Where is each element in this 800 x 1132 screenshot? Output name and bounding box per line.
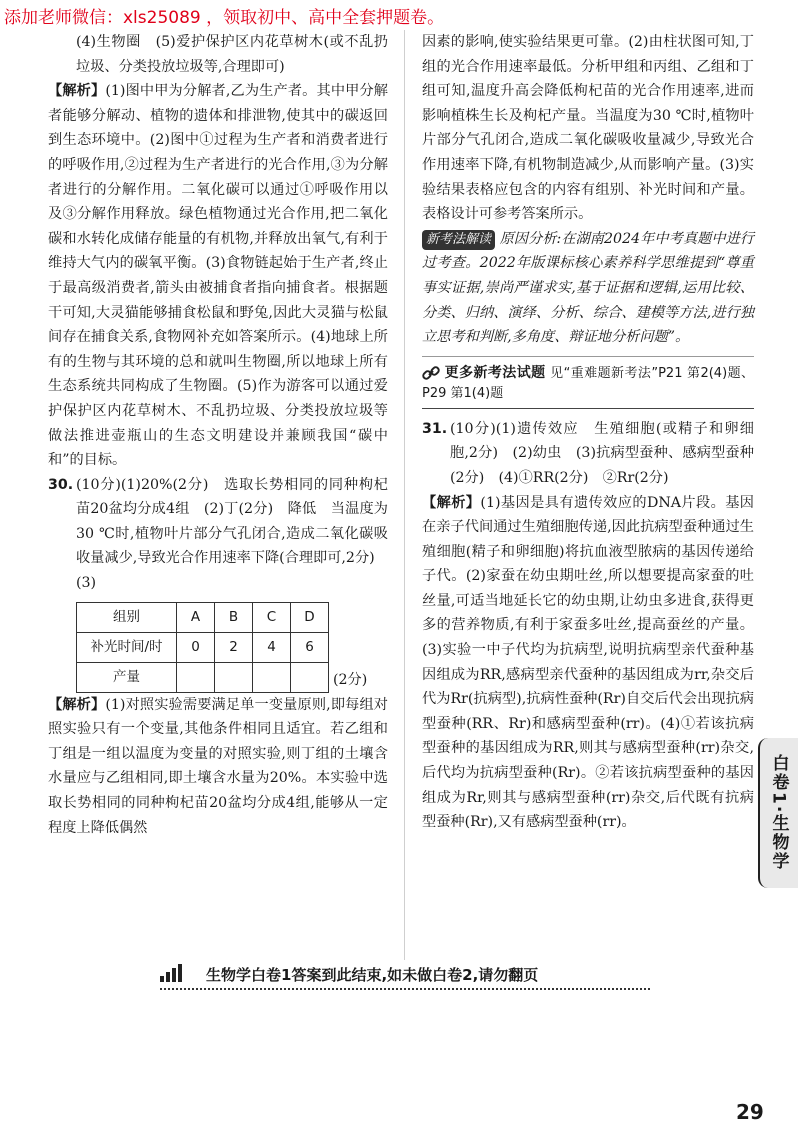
q29-answer-continued: (4)生物圈 (5)爱护保护区内花草树木(或不乱扔垃圾、分类投放垃圾等,合理即可) — [76, 34, 388, 75]
bars-icon — [160, 962, 190, 982]
table-row — [77, 632, 329, 662]
q31-answer: (10分)(1)遗传效应 生殖细胞(或精子和卵细胞,2分) (2)幼虫 (3)抗病型蚕种、感病型蚕种(2分) (4)①RR(2分) ②Rr(2分) — [450, 420, 754, 486]
q29-analysis — [48, 79, 388, 473]
section-side-tab: 白卷1·生物学 — [758, 738, 798, 888]
table-cell: 组别 — [77, 602, 177, 632]
q30-analysis-text: (1)对照实验需要满足单一变量原则,即每组对照实验只有一个变量,其他条件相同且适宜。若乙组和丁组是一组以温度为变量的对照实验,则丁组的土壤含水量应与乙组相同,即土壤含水量为20%。本实验中选取长势相同的同种枸杞苗20盆均分成4组,能够从一定程度上降低偶然 — [48, 696, 388, 836]
table-cell: 6 — [291, 632, 329, 662]
answer-table-wrap — [76, 596, 388, 693]
analysis-label: 【解析】 — [48, 696, 106, 713]
table-cell: 产量 — [77, 662, 177, 692]
table-cell — [291, 662, 329, 692]
table-cell — [215, 662, 253, 692]
table-score: (2分) — [333, 672, 368, 689]
right-column — [422, 30, 754, 835]
end-notice-text: 生物学白卷1答案到此结束,如未做白卷2,请勿翻页 — [206, 966, 539, 984]
explain-text: 原因分析:在湖南2024年中考真题中进行过考查。2022年版课标核心素养科学思维提到“尊重事实证据,崇尚严谨求实,基于证据和逻辑,运用比较、分类、归纳、演绎、分析、综合、建模等方法,进行独立思考和判断,多角度、辩证地分析问题”。 — [422, 230, 754, 346]
q29-analysis-text: (1)图中甲为分解者,乙为生产者。其中甲分解者能够分解动、植物的遗体和排泄物,使其中的碳返回到生态环境中。(2)图中①过程为生产者和消费者进行的呼吸作用,②过程为生产者进行的光合作用,③为分解者进行的分解作用。二氧化碳可以通过①呼吸作用以及③分解作用释放。绿色植物通过光合作用,把二氧化碳和水转化成储存能量的有机物,并释放出氧气,有利于维持大气内的碳氧平衡。(3)食物链起始于生产者,终止于最高级消费者,箭头由被捕食者指向捕食者。根据题干可知,大灵猫能够捕食松鼠和野兔,因此大灵猫与松鼠间存在捕食关系,食物网补充如答案所示。(4)地球上所有的生物与其环境的总和就叫生物圈,所以地球上所有生态系统共同构成了生物圈。(5)作为游客可以通过爱护保护区内花草树木、不乱扔垃圾、分类投放垃圾等做法推进壶瓶山的生态文明建设并兼顾我国“碳中和”的目标。 — [48, 83, 388, 469]
table-cell: D — [291, 602, 329, 632]
left-column — [48, 30, 388, 840]
q30-number: 30. — [48, 476, 74, 493]
q30-analysis-continued: 因素的影响,使实验结果更可靠。(2)由柱状图可知,丁组的光合作用速率最低。分析甲组和丙组、乙组和丁组可知,温度升高会降低枸杞苗的光合作用速率,进而影响植株生长及枸杞产量。当温度为30 ℃时,植物叶片部分气孔闭合,造成二氧化碳吸收量减少,导致光合作用速率下降,有机物制造减少,从而影响产量。(3)实验结果表格应包含的内容有组别、补光时间和产量。表格设计可参考答案所示。 — [422, 34, 754, 223]
table-row — [77, 662, 329, 692]
q31-analysis — [422, 491, 754, 835]
q30-analysis — [48, 693, 388, 841]
q31-analysis-text: (1)基因是具有遗传效应的DNA片段。基因在亲子代间通过生殖细胞传递,因此抗病型蚕种通过生殖细胞(精子和卵细胞)将抗血液型脓病的基因传递给子代。(2)家蚕在幼虫期吐丝,所以想要提高家蚕的吐丝量,可适当地延长它的幼虫期,让幼虫多进食,获得更多的营养物质,有利于家蚕多吐丝,提高蚕丝的产量。(3)实验一中子代均为抗病型,说明抗病型亲代蚕种基因组成为RR,感病型亲代蚕种的基因组成为rr,杂交后代为Rr(抗病型),抗病性蚕种(Rr)自交后代会出现抗病型蚕种(RR、Rr)和感病型蚕种(rr)。(4)①若该抗病型蚕种的基因组成为RR,则其与感病型蚕种(rr)杂交,后代均为抗病型蚕种(Rr)。②若该抗病型蚕种的基因组成为Rr,则其与感病型蚕种(rr)杂交,后代既有抗病型蚕种(Rr),又有感病型蚕种(rr)。 — [422, 494, 754, 831]
q30-answer: (10分)(1)20%(2分) 选取长势相同的同种枸杞苗20盆均分成4组 (2)丁(2分) 降低 当温度为30 ℃时,植物叶片部分气孔闭合,造成二氧化碳吸收量减少,导致光合作用速率下降(合理即可,2分) — [76, 476, 388, 567]
table-cell — [177, 662, 215, 692]
answer-table — [76, 602, 329, 693]
analysis-label: 【解析】 — [48, 83, 106, 100]
page-number: 29 — [736, 1100, 764, 1124]
q31-number: 31. — [422, 420, 448, 437]
q30-part3-label: (3) — [76, 575, 97, 592]
analysis-label: 【解析】 — [422, 494, 481, 511]
table-cell: 补光时间/时 — [77, 632, 177, 662]
question-30 — [48, 473, 388, 693]
link-icon — [422, 366, 440, 380]
more-text: 见“重难题新考法”P21 第2(4)题、P29 第1(4)题 — [422, 365, 755, 401]
end-notice — [160, 960, 650, 990]
table-cell: C — [253, 602, 291, 632]
table-cell: 2 — [215, 632, 253, 662]
table-row — [77, 602, 329, 632]
table-cell: B — [215, 602, 253, 632]
explain-badge: 新考法解读 — [422, 230, 495, 250]
exam-method-explainer — [422, 227, 754, 357]
table-cell: 4 — [253, 632, 291, 662]
table-cell — [253, 662, 291, 692]
more-title: 更多新考法试题 — [444, 364, 546, 381]
column-divider — [404, 30, 405, 960]
table-cell: A — [177, 602, 215, 632]
more-questions-box — [422, 363, 754, 409]
table-cell: 0 — [177, 632, 215, 662]
promo-banner: 添加老师微信：xls25089 ，领取初中、高中全套押题卷。 — [4, 8, 445, 28]
question-31 — [422, 417, 754, 491]
